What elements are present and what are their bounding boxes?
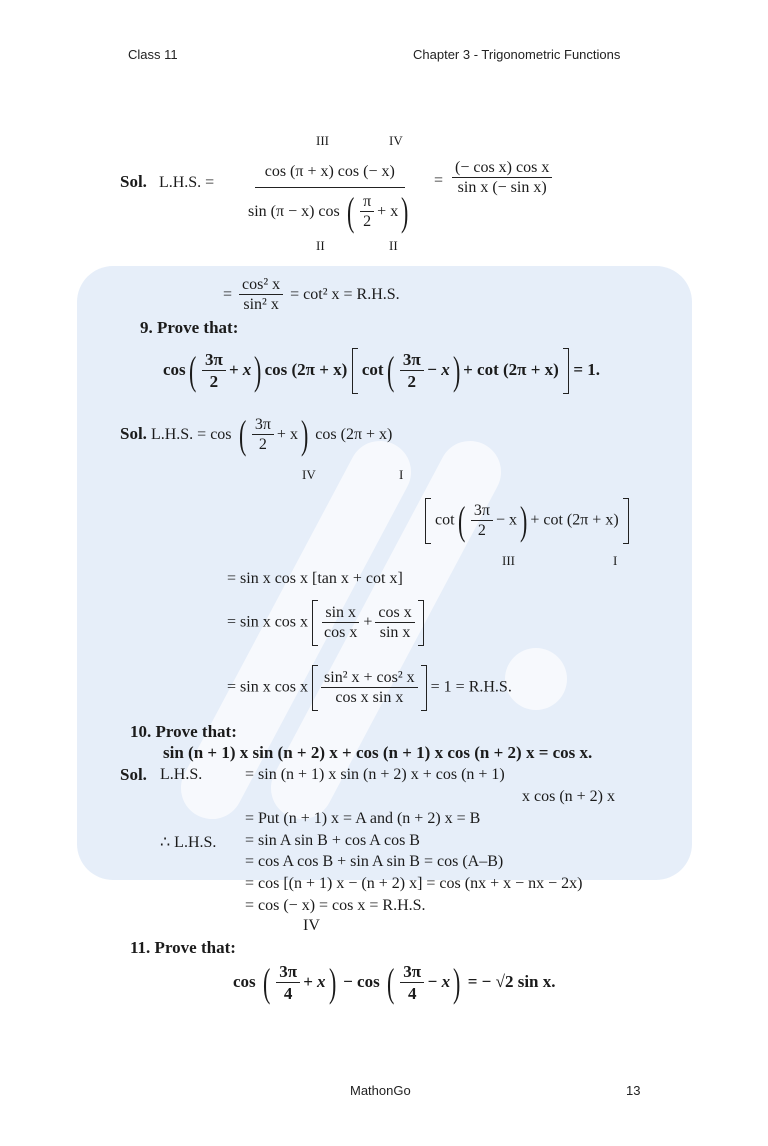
lhs-label: L.H.S. = [158, 174, 215, 191]
q10-heading: 10. Prove that: [130, 722, 237, 741]
sol8-fraction-2: $\frac{\text{(− cos x) cos x}}{\text{sin x (− sin x)}}$ [452, 158, 552, 198]
q9-step1: = sin x cos x [tan x + cot x] [227, 570, 403, 587]
q11-heading: 11. Prove that: [130, 938, 236, 957]
q10-line4: = cos A cos B + sin A sin B = cos (A–B) [245, 853, 504, 870]
sol-label: Sol. [120, 765, 147, 784]
q9-step2: = sin x cos x $\frac{\text{sin x}}{\text{cos x}}$ + $\frac{\text{cos x}}{\text{sin x}}$ [227, 600, 424, 646]
q10-line1: = sin (n + 1) x sin (n + 2) x + cos (n + 1) [245, 766, 505, 783]
quadrant-label: IV [302, 467, 316, 482]
q10-line3: = sin A sin B + cos A cos B [245, 832, 420, 849]
q9-statement: cos( $\frac{3\pi}{2}$ + x) cos (2π + x) cot( $\frac{3\pi}{2}$ − x) + cot (2π + x) = 1. [163, 348, 600, 393]
footer-brand: MathonGo [350, 1083, 411, 1098]
sol8-line2: = $\frac{\text{cos² x}}{\text{sin² x}}$ = cot² x = R.H.S. [223, 276, 400, 314]
quadrant-label: II [316, 238, 325, 253]
q10-statement: sin (n + 1) x sin (n + 2) x + cos (n + 1) x cos (n + 2) x = cos x. [163, 743, 593, 762]
q11-statement: cos ( $\frac{3\pi}{4}$ + x) − cos ( $\frac{3\pi}{4}$ − x) = − √2 sin x. [233, 960, 556, 1006]
lhs-label: L.H.S. [160, 766, 203, 783]
q10-line6: = cos (− x) = cos x = R.H.S. [245, 897, 426, 914]
watermark-dot [505, 648, 567, 710]
q9-step3: = sin x cos x $\frac{\text{sin² x + cos² x}}{\text{cos x sin x}}$ = 1 = R.H.S. [227, 665, 512, 711]
page-number: 13 [626, 1083, 641, 1098]
sol-label: Sol. [120, 172, 147, 191]
sol8-line1 [120, 172, 214, 192]
header-chapter: Chapter 3 - Trigonometric Functions [413, 47, 621, 62]
q9-heading: 9. Prove that: [140, 318, 239, 337]
equals: = [434, 172, 444, 189]
header-class: Class 11 [128, 47, 178, 62]
therefore-lhs: ∴ L.H.S. [160, 834, 217, 851]
q10-line5: = cos [(n + 1) x − (n + 2) x] = cos (nx + x − nx − 2x) [245, 875, 583, 892]
quadrant-label: I [613, 553, 618, 568]
quadrant-label: III [316, 133, 329, 148]
q9-sol-line1: Sol. L.H.S. = cos ( $\frac{3\pi}{2}$ + x) cos (2π + x) [120, 412, 393, 458]
q10-line1b: x cos (n + 2) x [522, 788, 616, 805]
sol8-fraction: cos (π + x) cos (− x) sin (π − x) cos ( $\frac{\pi}{2}$ + x) [245, 160, 415, 232]
quadrant-label: IV [389, 133, 403, 148]
quadrant-label: II [389, 238, 398, 253]
q10-line2: = Put (n + 1) x = A and (n + 2) x = B [245, 810, 481, 827]
quadrant-label: III [502, 553, 515, 568]
quadrant-label: IV [303, 917, 320, 934]
quadrant-label: I [399, 467, 404, 482]
q9-bracket-expr: cot( $\frac{3\pi}{2}$ − x) + cot (2π + x) [425, 498, 629, 544]
